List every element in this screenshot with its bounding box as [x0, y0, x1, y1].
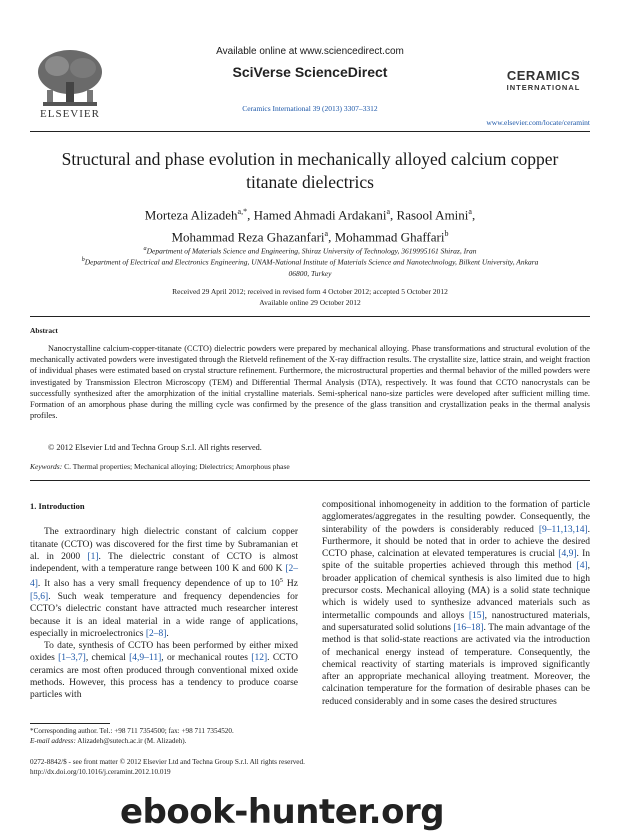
author-4: Mohammad Reza Ghazanfari — [171, 229, 325, 245]
abstract-copyright: © 2012 Elsevier Ltd and Techna Group S.r.l. All rights reserved. — [48, 443, 262, 452]
email-line — [30, 736, 298, 746]
abstract-heading: Abstract — [30, 326, 58, 335]
citation-link[interactable]: [15] — [468, 610, 485, 621]
available-online-date: Available online 29 October 2012 — [259, 298, 361, 307]
title-line-1: Structural and phase evolution in mechanically alloyed calcium copper — [61, 149, 559, 169]
section-heading-introduction: 1. Introduction — [30, 501, 85, 511]
affiliation-b — [40, 254, 580, 279]
citation-link[interactable]: [1–3,7] — [58, 653, 86, 664]
authors-line-1: Morteza Alizadeh$^{a,*}$, Hamed Ahmadi Ardakani$^a$, Rasool Amini$^a$, — [144, 207, 476, 223]
citation-link[interactable]: [2–8] — [145, 628, 167, 639]
corresponding-author-footnote — [30, 726, 298, 746]
article-title — [40, 148, 580, 194]
abstract-body: Nanocrystalline calcium-copper-titanate (CCTO) dielectric powders were prepared by mechanical alloying. Phase transformations and structural evolution of the mechanically activated powders were investigated through the Rietveld refinement of the X-ray diffraction results. The crystallite size, lattice strain, and weight fraction of individual phases were estimated based on crystal structure refinement. Furthermore, the microstructural properties and thermal behavior of the milled powders were investigated by Transmission Electron Microscopy (TEM) and Differential Thermal Analysis (DTA), respectively. It was found that CCTO nanocrystals can be successfully synthesized after the amorphization of the initial crystalline materials. Semi-spherical nano-size particles were developed after sufficient milling time. Formation of an amorphous phase during the milling cycle was confirmed by the presence of the glass transition and crystallization peaks in the thermal analysis profiles. — [30, 344, 590, 421]
text-run: , or mechanical routes — [161, 653, 252, 664]
journal-citation-link[interactable]: Ceramics International 39 (2013) 3307–3312 — [242, 104, 378, 113]
author-2-sup: a — [386, 207, 391, 216]
author-2: , Hamed Ahmadi Ardakani — [247, 207, 387, 223]
journal-logo-line2: INTERNATIONAL — [506, 83, 581, 92]
text-run: Hz — [283, 579, 299, 590]
author-3: , Rasool Amini — [390, 207, 469, 223]
author-5: , Mohammad Ghaffari — [328, 229, 445, 245]
footnote-divider — [30, 723, 110, 724]
author-5-sup: b — [444, 229, 449, 239]
affiliation-b-text-2: 06800, Turkey — [288, 268, 332, 278]
title-line-2: titanate dielectrics — [246, 172, 374, 192]
text-run: , chemical — [85, 653, 130, 664]
received-dates: Received 29 April 2012; received in revised form 4 October 2012; accepted 5 October 2012 — [172, 287, 448, 296]
citation-link[interactable]: [16–18] — [453, 622, 484, 633]
abstract-bottom-divider — [30, 480, 590, 481]
issn-doi-block — [30, 757, 430, 777]
text-run: . — [166, 628, 169, 639]
text-run: . It also has a very small frequency dependence of up to 10 — [37, 579, 280, 590]
right-column — [322, 499, 590, 708]
citation-link[interactable]: [1] — [87, 551, 99, 562]
journal-url-link[interactable]: www.elsevier.com/locate/ceramint — [486, 118, 590, 127]
author-4-sup: a — [324, 229, 329, 239]
citation-link[interactable]: [9–11,13,14] — [538, 524, 588, 535]
text-run: . CCTO ceramics are most often produced through conventional mixed oxide methods. However, this process has a tendency to produce coarse particles with — [30, 653, 298, 701]
journal-logo — [496, 68, 591, 92]
affiliation-a-text: Department of Materials Science and Engineering, Shiraz University of Technology, 3619995161 Shiraz, Iran — [146, 246, 477, 256]
article-dates — [40, 286, 580, 308]
text-run: , broader application of chemical synthesis is also limited due to high precursor costs. Mechanical alloying (MA) is a solid state technique which is widely used to synthesize advanced materials such as intermetallic compounds and alloys — [322, 561, 590, 621]
author-1-sup: a,* — [237, 207, 248, 216]
citation-link[interactable]: [4,9–11] — [129, 653, 162, 664]
email-address[interactable]: Alizadeh@sutech.ac.ir (M. Alizadeh). — [75, 737, 187, 745]
email-label: E-mail address: — [30, 737, 76, 745]
text-run: . Furthermore, it should be noted that in order to achieve the desired CCTO phase, calcination at elevated temperatures is crucial — [322, 524, 590, 560]
keywords — [30, 462, 290, 471]
journal-logo-line1: CERAMICS — [506, 68, 581, 83]
doi-link[interactable]: http://dx.doi.org/10.1016/j.ceramint.2012.10.019 — [30, 768, 171, 776]
watermark-text: ebook-hunter.org — [120, 792, 445, 832]
left-column — [30, 500, 298, 702]
keywords-label: Keywords: — [30, 462, 63, 471]
abstract-top-divider — [30, 316, 590, 317]
affiliation-a-sup: a — [143, 245, 147, 252]
text-run: To date, synthesis of CCTO has been performed by either mixed oxides — [30, 641, 298, 664]
citation-link[interactable]: [12] — [251, 653, 268, 664]
intro-paragraph-continued — [322, 499, 590, 708]
issn-line: 0272-8842/$ - see front matter © 2012 Elsevier Ltd and Techna Group S.r.l. All rights reserved. — [30, 758, 305, 766]
text-run: compositional inhomogeneity in addition to the formation of particle agglomerates/aggregates in the resulting powder. Consequently, the sinterability of the powders is considerably reduced — [322, 500, 590, 535]
author-1: Morteza Alizadeh — [144, 207, 238, 223]
citation-link[interactable]: [4] — [576, 561, 588, 572]
publisher-name: ELSEVIER — [40, 108, 100, 120]
affiliation-b-text: Department of Electrical and Electronics Engineering, UNAM-National Institute of Materials Science and Nanotechnology, Bilkent University, Ankara — [84, 257, 539, 267]
text-run: . Such weak temperature and frequency dependencies for CCTO’s dielectric constant have attracted much researcher interest because it is an ideal material in a wide range of applications, especially in microelectronics — [30, 591, 298, 639]
intro-paragraph-2 — [30, 640, 298, 701]
citation-link[interactable]: [4,9] — [558, 549, 577, 560]
text-run: , nanostructured materials, and supersaturated solid solutions — [322, 610, 590, 633]
sciverse-sciencedirect-logo: SciVerse ScienceDirect — [232, 64, 388, 80]
text-run: . The main advantage of the method is that solid-state reactions are activated via the introduction of mechanical energy instead of temperature. Consequently, the chemical reactivity of starting materials is improved significantly after an appropriate mechanical alloying treatment. Moreover, the calcination temperature for the formation of desirable phases can be reduced considerably and in some cases the desired structures — [322, 622, 591, 707]
intro-paragraph-1 — [30, 526, 298, 640]
citation-link[interactable]: [2–4] — [30, 564, 298, 590]
text-run: . The dielectric constant of CCTO is almost independent, with a temperature range between 100 K and 600 K — [30, 551, 299, 575]
text-run: The extraordinary high dielectric constant of calcium copper titanate (CCTO) was discovered for the first time by Subramanian et al. in 2000 — [30, 527, 298, 562]
corresponding-author-text: *Corresponding author. Tel.: +98 711 7354500; fax: +98 711 7354520. — [30, 727, 234, 735]
affiliation-b-sup: b — [81, 256, 85, 263]
author-3-sup: a — [468, 207, 472, 216]
available-online-text[interactable]: Available online at www.sciencedirect.com — [216, 46, 404, 57]
text-run: . In spite of the suitable properties achieved through this method — [322, 549, 590, 572]
keywords-list: C. Thermal properties; Mechanical alloying; Dielectrics; Amorphous phase — [64, 462, 290, 471]
author-list — [40, 202, 580, 247]
citation-link[interactable]: [5,6] — [30, 591, 49, 602]
header-divider — [30, 131, 590, 132]
superscript: 5 — [279, 577, 284, 585]
